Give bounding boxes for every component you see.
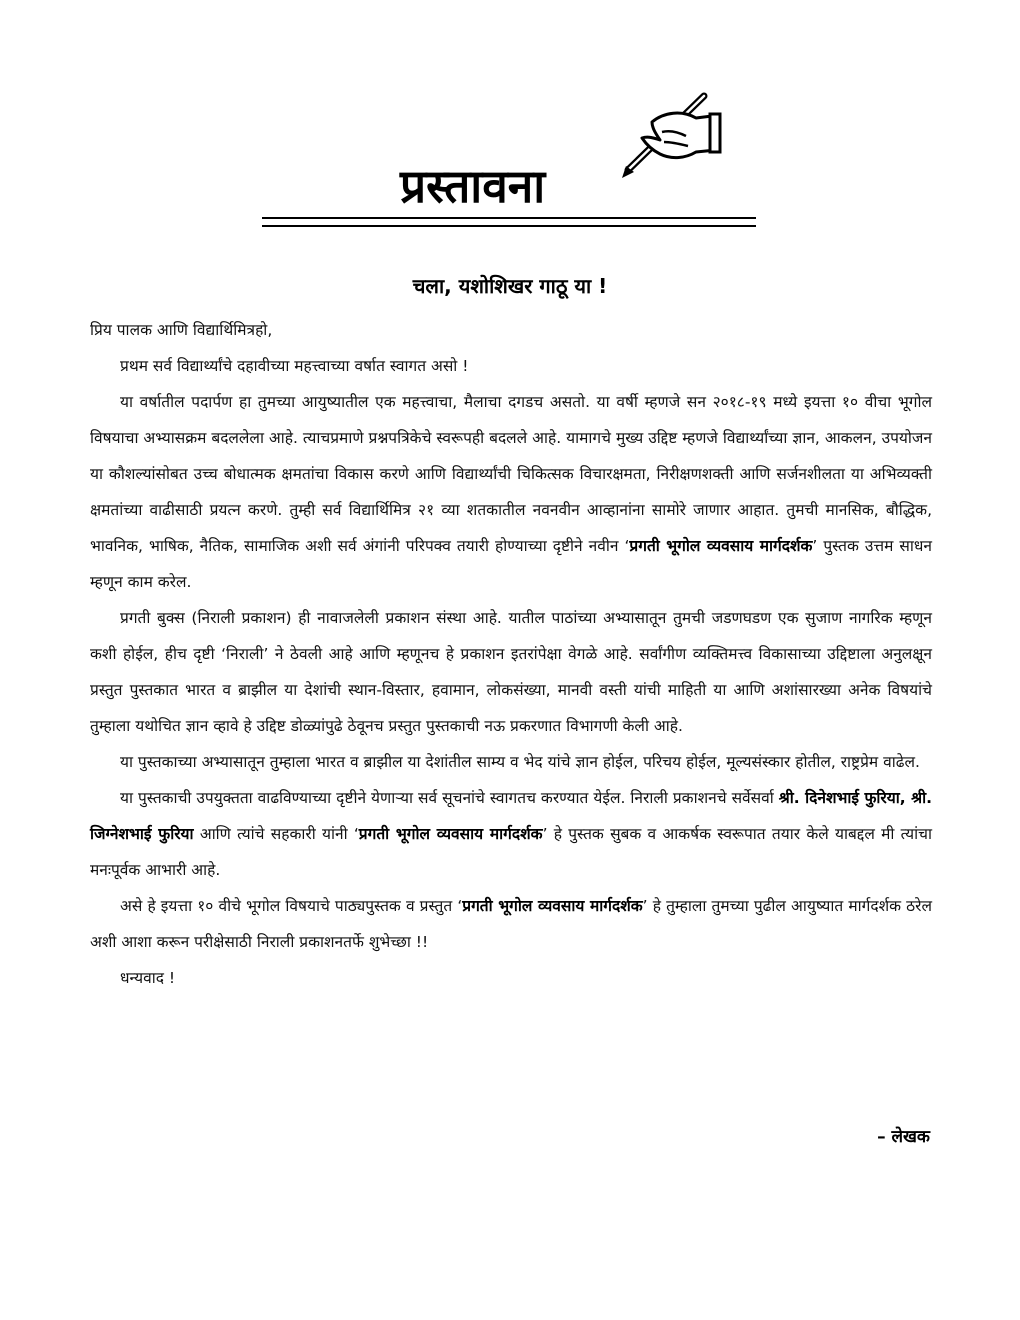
book-name-bold: प्रगती भूगोल व्यवसाय मार्गदर्शक (462, 897, 643, 915)
book-name-bold: प्रगती भूगोल व्यवसाय मार्गदर्शक (358, 825, 543, 843)
title-rule-top (262, 217, 756, 219)
paragraph-2-end: ’ पुस्तक उत्तम साधन म्हणून काम करेल. (90, 537, 932, 591)
preface-body (90, 312, 932, 996)
paragraph-6-b: ’ हे तुम्हाला तुमच्या पुढील आयुष्यात मार्गदर्शक ठरेल अशी आशा करून परीक्षेसाठी निराली प्रकाशनतर्फे शुभेच्छा !! (90, 897, 932, 951)
book-name-bold: प्रगती भूगोल व्यवसाय मार्गदर्शक (629, 537, 813, 555)
paragraph-5-b: आणि त्यांचे सहकारी यांनी ‘ (193, 825, 359, 843)
publisher-names-bold: श्री. दिनेशभाई फुरिया, श्री. जिग्नेशभाई फुरिया (90, 789, 932, 843)
paragraph-3: प्रगती बुक्स (निराली प्रकाशन) ही नावाजलेली प्रकाशन संस्था आहे. यातील पाठांच्या अभ्यासातून तुमची जडणघडण एक सुजाण नागरिक म्हणून कशी होईल, हीच दृष्टी ‘निराली’ ने ठेवली आहे आणि म्हणूनच हे प्रकाशन इतरांपेक्षा वेगळे आहे. सर्वांगीण व्यक्तिमत्त्व विकासाच्या उद्दिष्टाला अनुलक्षून प्रस्तुत पुस्तकात भारत व ब्राझील या देशांची स्थान-विस्तार, हवामान, लोकसंख्या, मानवी वस्ती यांची माहिती या आणि अशांसारख्या अनेक विषयांचे तुम्हाला यथोचित ज्ञान व्हावे हे उद्दिष्ट डोळ्यांपुढे ठेवूनच प्रस्तुत पुस्तकाची नऊ प्रकरणात विभागणी केली आहे. (90, 609, 932, 735)
paragraph-5 (90, 780, 932, 888)
title-block (400, 150, 740, 220)
paragraph-1: प्रथम सर्व विद्यार्थ्यांचे दहावीच्या महत्त्वाच्या वर्षात स्वागत असो ! (120, 357, 469, 375)
subtitle: चला, यशोशिखर गाठू या ! (412, 274, 608, 298)
paragraph-4: या पुस्तकाच्या अभ्यासातून तुम्हाला भारत व ब्राझील या देशांतील साम्य व भेद यांचे ज्ञान होईल, परिचय होईल, मूल्यसंस्कार होतील, राष्ट्रप्रेम वाढेल. (120, 753, 920, 771)
page-title: प्रस्तावना (400, 159, 546, 213)
title-rule-bottom (262, 225, 756, 227)
paragraph-6-a: असे हे इयत्ता १० वीचे भूगोल विषयाचे पाठ्यपुस्तक व प्रस्तुत ‘ (120, 897, 463, 915)
paragraph-6 (90, 888, 932, 960)
paragraph-5-c: ’ हे पुस्तक सुबक व आकर्षक स्वरूपात तयार केले याबद्दल मी त्यांचा मनःपूर्वक आभारी आहे. (90, 825, 932, 879)
author-signature: – लेखक (877, 1127, 930, 1147)
pen-in-hand-icon (612, 92, 722, 180)
salutation: प्रिय पालक आणि विद्यार्थिमित्रहो, (90, 321, 273, 339)
paragraph-2 (90, 384, 932, 600)
paragraph-2-text: या वर्षातील पदार्पण हा तुमच्या आयुष्यातील एक महत्त्वाचा, मैलाचा दगडच असतो. या वर्षी म्हणजे सन २०१८-१९ मध्ये इयत्ता १० वीचा भूगोल विषयाचा अभ्यासक्रम बदललेला आहे. त्याचप्रमाणे प्रश्नपत्रिकेचे स्वरूपही बदलले आहे. यामागचे मुख्य उद्दिष्ट म्हणजे विद्यार्थ्यांच्या ज्ञान, आकलन, उपयोजन या कौशल्यांसोबत उच्च बोधात्मक क्षमतांचा विकास करणे आणि विद्यार्थ्यांची चिकित्सक विचारक्षमता, निरीक्षणशक्ती आणि सर्जनशीलता या अभिव्यक्ती क्षमतांच्या वाढीसाठी प्रयत्न करणे. तुम्ही सर्व विद्यार्थिमित्र २१ व्या शतकातील नवनवीन आव्हानांना सामोरे जाणार आहात. तुमची मानसिक, बौद्धिक, भावनिक, भाषिक, नैतिक, सामाजिक अशी सर्व अंगांनी परिपक्व तयारी होण्याच्या दृष्टीने नवीन ‘ (90, 393, 932, 555)
paragraph-5-a: या पुस्तकाची उपयुक्तता वाढविण्याच्या दृष्टीने येणाऱ्या सर्व सूचनांचे स्वागतच करण्यात येईल. निराली प्रकाशनचे सर्वेसर्वा (120, 789, 779, 807)
thanks: धन्यवाद ! (120, 969, 176, 987)
